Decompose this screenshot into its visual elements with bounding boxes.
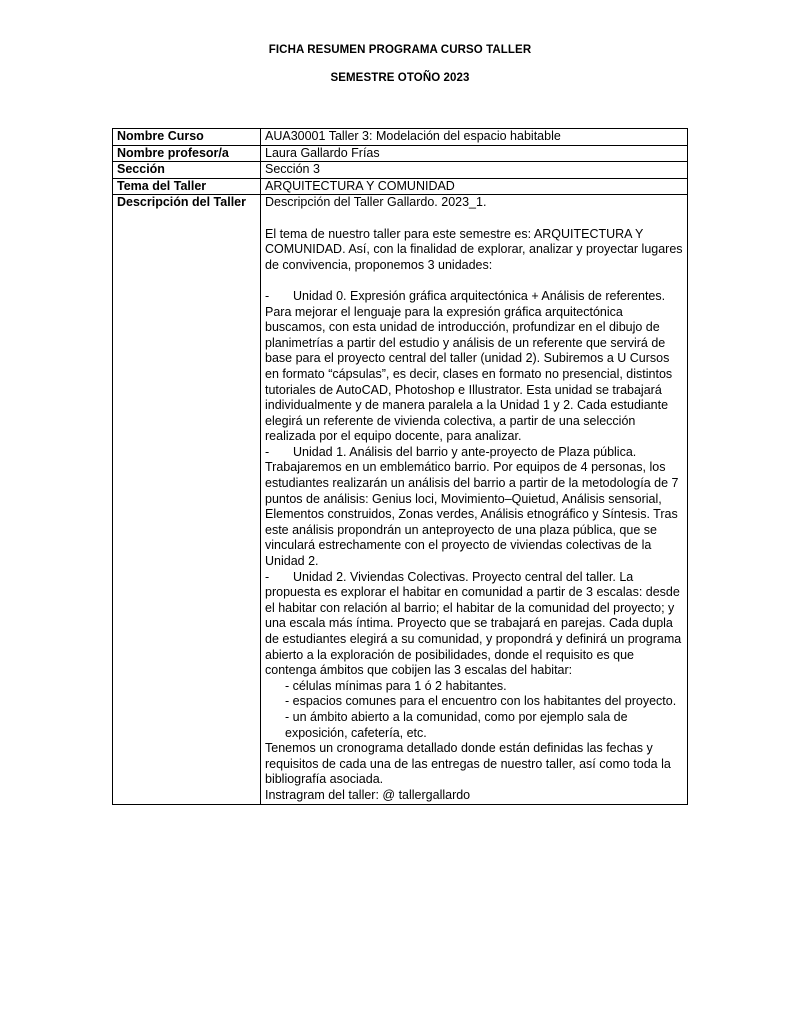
unit-2-text: Unidad 2. Viviendas Colectivas. Proyecto central del taller. La propuesta es explorar el habitar en comunidad a partir de 3 escalas: desde el habitar con relación al barrio; el habitar de la comunidad del proyecto; y una escala más íntima. Proyecto que se trabajará en parejas. Cada dupla de estudiantes elegirá a su comunidad, y propondrá y definirá un programa abierto a la exploración de posibilidades, donde el requisito es que contenga ámbitos que cobijen las 3 escalas del habitar: [265,569,682,678]
bullet-marker: - [265,288,270,303]
unit-0-text: Unidad 0. Expresión gráfica arquitectónica + Análisis de referentes. Para mejorar el lenguaje para la expresión gráfica arquitectónica buscamos, con esta unidad de introducción, profundizar en el dibujo de planimetrías a partir del estudio y análisis de un referente que servirá de base para el proyecto central del taller (unidad 2). Subiremos a U Cursos en formato “cápsulas”, es decir, clases en formato no presencial, distintos tutoriales de AutoCAD, Photoshop e Illustrator. Esta unidad se trabajará individualmente y de manera paralela a la Unidad 1 y 2. Cada estudiante elegirá un referente de vivienda colectiva, a partir de una selección realizada por el equipo docente, para analizar. [265,288,673,444]
table-row [113,129,688,146]
row-value-theme: ARQUITECTURA Y COMUNIDAD [261,178,688,195]
instagram-line: Instragram del taller: @ tallergallardo [265,787,471,802]
semester-title: SEMESTRE OTOÑO 2023 [330,72,470,84]
summary-table [112,128,688,805]
row-value-section: Sección 3 [261,162,688,179]
row-value-professor: Laura Gallardo Frías [261,145,688,162]
table-row [113,195,688,804]
unit-1-paragraph [265,445,683,570]
unit-1-text: Unidad 1. Análisis del barrio y ante-proyecto de Plaza pública. Trabajaremos en un emblemático barrio. Por equipos de 4 personas, los estudiantes realizarán un análisis del barrio a partir de la metodología de 7 puntos de análisis: Genius loci, Movimiento–Quietud, Análisis sensorial, Elementos construidos, Zonas verdes, Análisis etnográfico y Síntesis. Tras este análisis propondrán un anteproyecto de una plaza pública, que se vinculará estrechamente con el proyecto de viviendas colectivas de la Unidad 2. [265,444,679,569]
bullet-marker: - [265,569,270,584]
row-label-theme: Tema del Taller [113,178,261,195]
row-value-description [261,195,688,804]
table-row [113,145,688,162]
row-value-course-name: AUA30001 Taller 3: Modelación del espacio habitable [261,129,688,146]
unit-2-paragraph [265,570,683,679]
table-row [113,162,688,179]
document-title: FICHA RESUMEN PROGRAMA CURSO TALLER [268,44,532,56]
closing-paragraph: Tenemos un cronograma detallado donde están definidas las fechas y requisitos de cada una de las entregas de nuestro taller, así como toda la bibliografía asociada. [265,741,671,787]
row-label-course-name: Nombre Curso [113,129,261,146]
row-label-section: Sección [113,162,261,179]
unit-0-paragraph [265,289,683,445]
bullet-marker: - [265,444,270,459]
row-label-description: Descripción del Taller [113,195,261,804]
scale-item-3: - un ámbito abierto a la comunidad, como por ejemplo sala de exposición, cafetería, etc. [285,709,628,740]
scale-item-1: - células mínimas para 1 ó 2 habitantes. [285,678,507,693]
description-intro: El tema de nuestro taller para este semestre es: ARQUITECTURA Y COMUNIDAD. Así, con la finalidad de explorar, analizar y proyectar lugares de convivencia, proponemos 3 unidades: [265,226,683,272]
table-row [113,178,688,195]
description-heading: Descripción del Taller Gallardo. 2023_1. [265,195,487,210]
scale-item-2: - espacios comunes para el encuentro con los habitantes del proyecto. [285,694,677,709]
row-label-professor: Nombre profesor/a [113,145,261,162]
